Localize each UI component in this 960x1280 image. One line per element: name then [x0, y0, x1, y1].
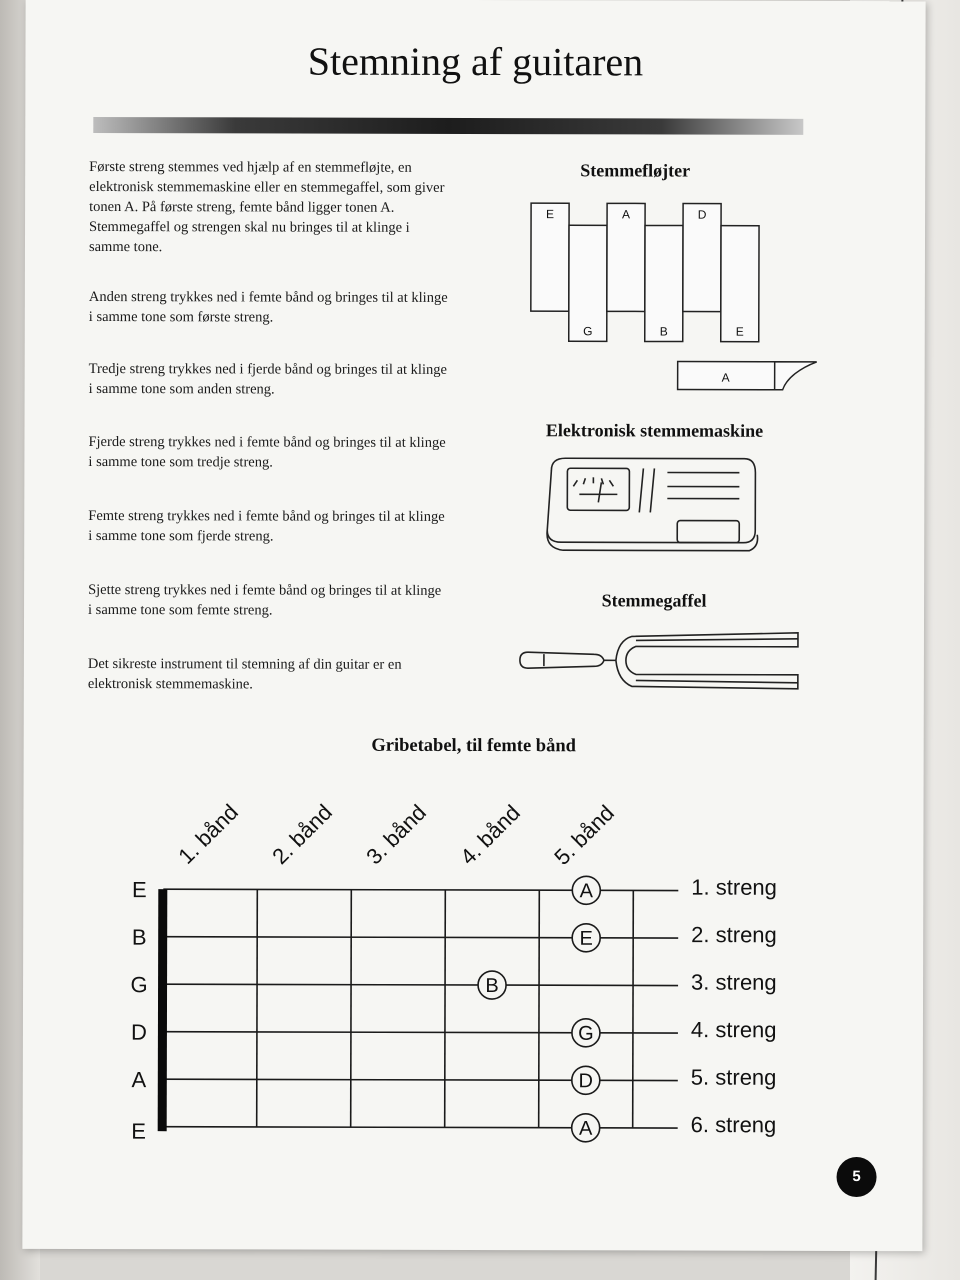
pipe-label-top-2: A — [622, 207, 631, 222]
paragraph-6: Sjette streng trykkes ned i femte bånd og bringes til at klinge i samme tone som femte streng. — [88, 581, 442, 619]
fret-label-1: 1. bånd — [173, 799, 243, 869]
tuner-illustration — [539, 450, 769, 561]
pipe-label-top-3: D — [697, 207, 707, 222]
fret-line-3 — [445, 890, 446, 1127]
fret-line-1 — [257, 889, 258, 1126]
open-note-6: E — [131, 1118, 147, 1144]
fretboard-title: Gribetabel, til femte bånd — [371, 735, 576, 757]
pipe-label-bottom-3: E — [735, 324, 744, 339]
paragraph-4: Fjerde streng trykkes ned i femte bånd og bringes til at klinge i samme tone som tredje streng. — [88, 433, 446, 471]
book-page — [22, 0, 925, 1251]
title-rule — [93, 117, 803, 135]
marker-note: D — [578, 1070, 594, 1093]
page-title: Stemning af guitaren — [307, 38, 644, 85]
tuner-heading: Elektronisk stemmemaskine — [545, 420, 764, 441]
page-number: 5 — [837, 1157, 877, 1197]
paragraph-1: Første streng stemmes ved hjælp af en stemmefløjte, en elektronisk stemmemaskine eller en stemmegaffel, som giver tonen A. På første streng, femte bånd ligger tonen A. Stemmegaffel og strengen skal nu bringes til at klinge i samme tone. — [88, 158, 445, 256]
single-pipe-label: A — [721, 370, 730, 385]
fret-marker-a-string-1 — [572, 876, 600, 904]
open-note-1: E — [131, 877, 147, 903]
string-label-5: 5. streng — [690, 1064, 777, 1090]
fork-heading: Stemmegaffel — [601, 590, 707, 611]
open-note-2: B — [131, 924, 147, 950]
string-label-4: 4. streng — [690, 1017, 777, 1043]
paragraph-5: Femte streng trykkes ned i femte bånd og bringes til at klinge i samme tone som fjerde streng. — [88, 507, 445, 545]
open-note-3: G — [130, 972, 148, 998]
pipe-label-bottom-2: B — [659, 324, 668, 339]
string-label-1: 1. streng — [691, 874, 777, 900]
marker-note: A — [578, 1117, 593, 1140]
pitchpipe-heading: Stemmefløjter — [580, 160, 691, 181]
fret-label-3: 3. bånd — [361, 799, 431, 870]
paragraph-2: Anden streng trykkes ned i femte bånd og bringes til at klinge i samme tone som første streng. — [88, 288, 448, 326]
open-note-4: D — [130, 1019, 147, 1045]
fret-marker-a-string-6 — [572, 1114, 600, 1142]
fret-marker-g-string-4 — [572, 1019, 600, 1047]
fret-marker-d-string-5 — [572, 1066, 600, 1094]
marker-note: B — [485, 975, 499, 998]
fret-label-2: 2. bånd — [267, 799, 337, 869]
string-label-6: 6. streng — [690, 1112, 777, 1138]
fret-label-5: 5. bånd — [549, 800, 619, 870]
pipe-label-top-1: E — [546, 207, 555, 222]
open-note-5: A — [131, 1067, 147, 1093]
tuning-fork-illustration — [514, 620, 804, 691]
marker-note: A — [579, 880, 594, 903]
marker-note: E — [579, 927, 593, 950]
string-line-3 — [163, 984, 678, 985]
string-label-3: 3. streng — [691, 969, 777, 995]
string-label-2: 2. streng — [691, 922, 777, 948]
fret-line-4 — [539, 890, 540, 1127]
fret-marker-b-string-3 — [478, 971, 506, 999]
fret-marker-e-string-2 — [572, 924, 600, 952]
fretboard-nut — [158, 889, 168, 1131]
fret-line-5 — [633, 890, 634, 1127]
marker-note: G — [578, 1022, 594, 1045]
paragraph-3: Tredje streng trykkes ned i fjerde bånd og bringes til at klinge i samme tone som anden streng. — [88, 360, 447, 398]
pitchpipe-illustration — [525, 195, 826, 396]
fret-line-2 — [351, 890, 352, 1127]
pipe-label-bottom-1: G — [583, 324, 593, 339]
fret-label-4: 4. bånd — [455, 799, 525, 870]
fretboard-diagram — [23, 759, 924, 1161]
paragraph-7: Det sikreste instrument til stemning af din guitar er en elektronisk stemmemaskine. — [87, 655, 402, 693]
